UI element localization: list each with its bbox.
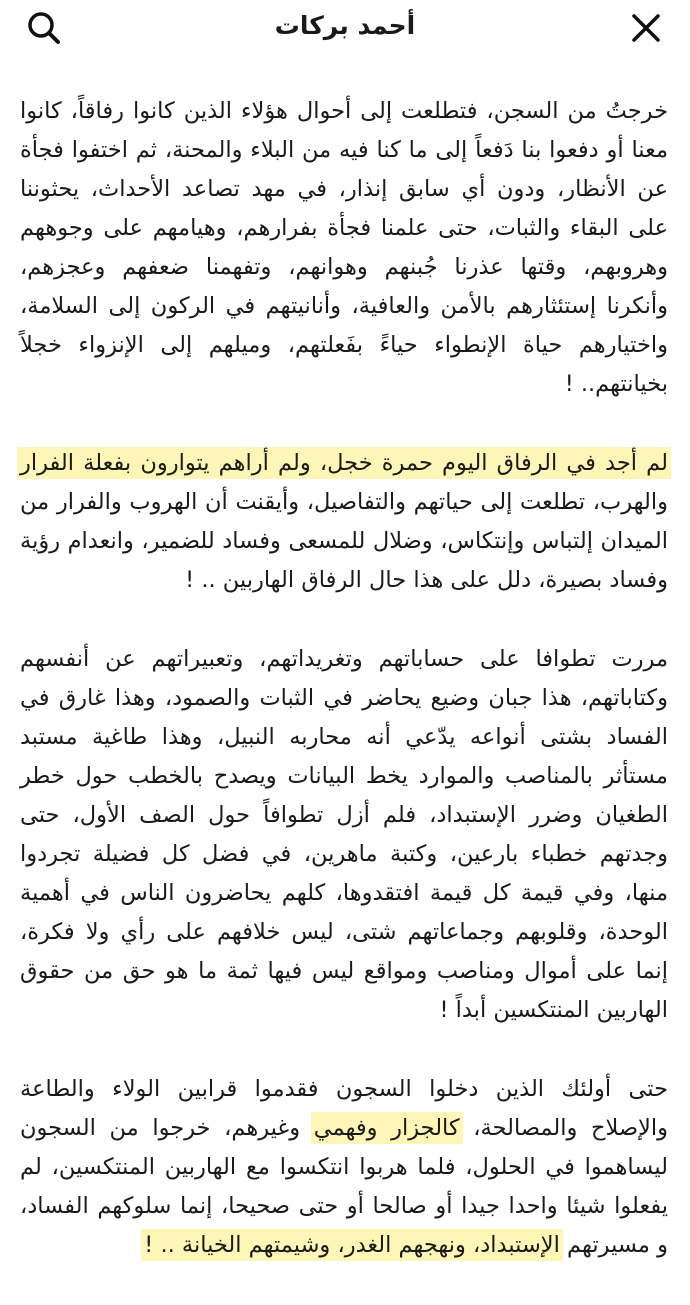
highlighted-text: الإستبداد، ونهجهم الغدر، وشيمتهم الخيانة .. ! [144,1232,560,1258]
paragraph-4-text-start: حتى أولئك الذين دخلوا السجون فقدموا قرابين الولاء والطاعة والإصلاح والمصالحة، [20,1076,669,1141]
post-body [20,92,668,1305]
paragraph-4-text-middle: وغيرهم، خرجوا من السجون ليساهموا في الحلول، فلما هربوا انتكسوا مع الهاربين المنتكسين، لم يفعلوا شيئا واحدا جيدا أو صالحا أو حتى صحيحا، إنما سلوكهم الفساد، و مسيرتهم [20,1115,668,1258]
paragraph-4 [20,1070,668,1265]
close-button[interactable] [624,6,668,50]
highlighted-text: لم أجد في الرفاق اليوم حمرة خجل، ولم أراهم يتوارون بفعلة الفرار [20,450,668,476]
page-title: أحمد بركات [274,11,416,40]
header-bar [0,0,690,56]
paragraph-2 [20,444,668,600]
paragraph-3: مررت تطوافا على حساباتهم وتغريداتهم، وتعبيراتهم عن أنفسهم وكتاباتهم، هذا جبان وضيع يحاضر في الثبات والصمود، وهذا غارق في الفساد بشتى أنواعه يدّعي أنه محاربه النبيل، وهذا طاغية مستبد مستأثر بالمناصب والموارد يخط البيانات ويصدح بالخطب حول خطر الطغيان وضرر الإستبداد، فلم أزل تطوافاً حول الصف الأول، حتى وجدتهم خطباء بارعين، وكتبة ماهرين، في فضل كل فضيلة تجردوا منها، وفي قيمة كل قيمة افتقدوها، كلهم يحاضرون الناس في أهمية الوحدة، وقلوبهم وجماعاتهم شتى، ليس خلافهم على رأي ولا فكرة، إنما على أموال ومناصب ومواقع ليس فيها ثمة ما هو حق من حقوق الهاربين المنتكسين أبداً ! [20,646,668,1023]
close-icon [630,12,662,44]
paragraph-2-text: والهرب، تطلعت إلى حياتهم والتفاصيل، وأيقنت أن الهروب والفرار من الميدان إلتباس وإنتكاس، وضلال للمسعى وفساد للضمير، وانعدام رؤية وفساد بصيرة، دلل على هذا حال الرفاق الهاربين .. ! [20,489,668,593]
paragraph-1: خرجتُ من السجن، فتطلعت إلى أحوال هؤلاء الذين كانوا رفاقاً، كانوا معنا أو دفعوا بنا دَفعاً إلى ما كنا فيه من البلاء والمحنة، ثم اختفوا فجأة عن الأنظار، ودون أي سابق إنذار، في مهد تصاعد الأحداث، يحثوننا على البقاء والثبات، حتى علمنا فجأة بفرارهم، وهيامهم على وجوههم وهروبهم، وقتها عذرنا جُبنهم وهوانهم، وتفهمنا ضعفهم وعجزهم، وأنكرنا إستئثارهم بالأمن والعافية، وأنانيتهم في الركون إلى السلامة، واختيارهم حياة الإنطواء حياءً بفَعلتهم، وميلهم إلى الإنزواء خجلاً بخيانتهم.. ! [20,98,668,397]
highlighted-text: كالجزار وفهمي [313,1115,460,1141]
